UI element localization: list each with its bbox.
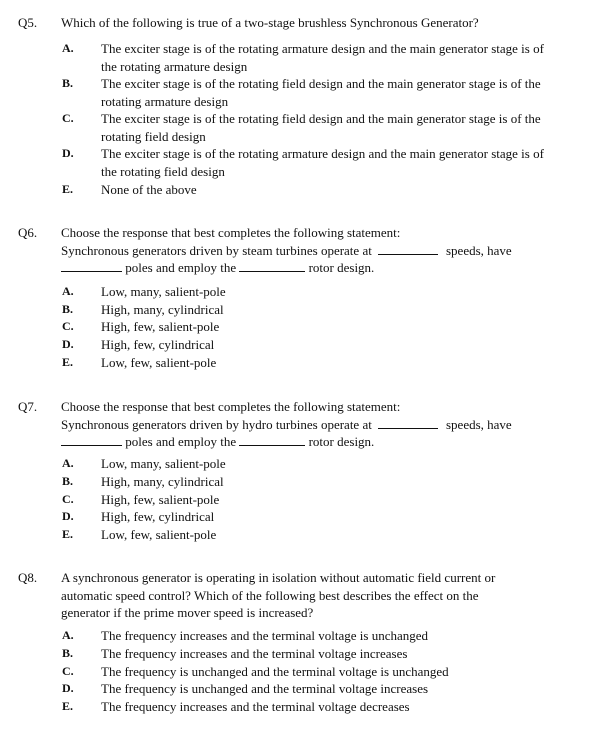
option-text: Low, few, salient-pole <box>101 527 217 542</box>
option-letter: B. <box>62 76 74 90</box>
option-text: High, many, cylindrical <box>101 302 224 317</box>
option-letter: C. <box>62 111 74 125</box>
question-number: Q8. <box>18 570 38 585</box>
question-number: Q5. <box>18 15 38 30</box>
option-letter: C. <box>62 319 74 333</box>
option-letter: A. <box>62 41 74 55</box>
option-letter: E. <box>62 527 74 541</box>
answer-blank <box>239 260 305 272</box>
option-letter: C. <box>62 664 74 678</box>
question-stem: Which of the following is true of a two-stage brushless Synchronous Generator? <box>61 15 479 30</box>
stem-line <box>61 433 581 451</box>
option-text: High, few, salient-pole <box>101 319 220 334</box>
stem-text: rotor design. <box>308 260 375 275</box>
option-letter: B. <box>62 474 74 488</box>
stem-line <box>61 242 581 260</box>
option-letter: A. <box>62 284 74 298</box>
option-text: The exciter stage is of the rotating field design and the main generator stage is of the rotating armature design <box>101 76 541 109</box>
stem-text: speeds, have <box>446 242 512 258</box>
stem-text: poles and employ the <box>125 260 237 275</box>
option-letter: D. <box>62 681 74 695</box>
option-text: None of the above <box>101 182 197 197</box>
option-letter: B. <box>62 302 74 316</box>
answer-blank <box>61 260 122 272</box>
option-letter: A. <box>62 628 74 642</box>
option-letter: E. <box>62 182 74 196</box>
option-text: The frequency increases and the terminal voltage increases <box>101 646 408 661</box>
option-text: The frequency is unchanged and the terminal voltage is unchanged <box>101 664 449 679</box>
option-text: The exciter stage is of the rotating armature design and the main generator stage is of the rotating field design <box>101 146 544 179</box>
question-number: Q7. <box>18 399 38 414</box>
option-text: Low, many, salient-pole <box>101 284 226 299</box>
answer-blank <box>239 434 305 446</box>
option-letter: B. <box>62 646 74 660</box>
question-stem: A synchronous generator is operating in isolation without automatic field current or automatic speed control? Which of the following best describes the effect on the generator if the prime mover speed is increased? <box>61 570 496 620</box>
option-text: High, few, salient-pole <box>101 492 220 507</box>
answer-blank <box>61 434 122 446</box>
option-text: The exciter stage is of the rotating field design and the main generator stage is of the rotating field design <box>101 111 541 144</box>
stem-line: Choose the response that best completes the following statement: <box>61 225 401 240</box>
stem-text: Synchronous generators driven by steam turbines operate at <box>61 242 372 258</box>
option-text: Low, few, salient-pole <box>101 355 217 370</box>
answer-blank <box>378 417 438 429</box>
question-stem <box>61 224 581 277</box>
option-letter: A. <box>62 456 74 470</box>
option-letter: E. <box>62 699 74 713</box>
stem-text: speeds, have <box>446 416 512 432</box>
option-letter: D. <box>62 337 74 351</box>
question-number: Q6. <box>18 225 38 240</box>
stem-line <box>61 259 581 277</box>
option-letter: E. <box>62 355 74 369</box>
option-text: The frequency increases and the terminal voltage is unchanged <box>101 628 429 643</box>
option-text: The exciter stage is of the rotating armature design and the main generator stage is of the rotating armature design <box>101 41 544 74</box>
answer-blank <box>378 243 438 255</box>
option-letter: D. <box>62 509 74 523</box>
option-text: High, few, cylindrical <box>101 337 215 352</box>
stem-text: poles and employ the <box>125 434 237 449</box>
option-text: High, few, cylindrical <box>101 509 215 524</box>
option-text: High, many, cylindrical <box>101 474 224 489</box>
stem-text: Synchronous generators driven by hydro turbines operate at <box>61 416 372 432</box>
option-text: Low, many, salient-pole <box>101 456 226 471</box>
question-stem <box>61 398 581 451</box>
option-text: The frequency increases and the terminal voltage decreases <box>101 699 410 714</box>
stem-line <box>61 416 581 434</box>
stem-line: Choose the response that best completes the following statement: <box>61 399 401 414</box>
option-letter: C. <box>62 492 74 506</box>
stem-text: rotor design. <box>308 434 375 449</box>
option-text: The frequency is unchanged and the terminal voltage increases <box>101 681 429 696</box>
option-letter: D. <box>62 146 74 160</box>
